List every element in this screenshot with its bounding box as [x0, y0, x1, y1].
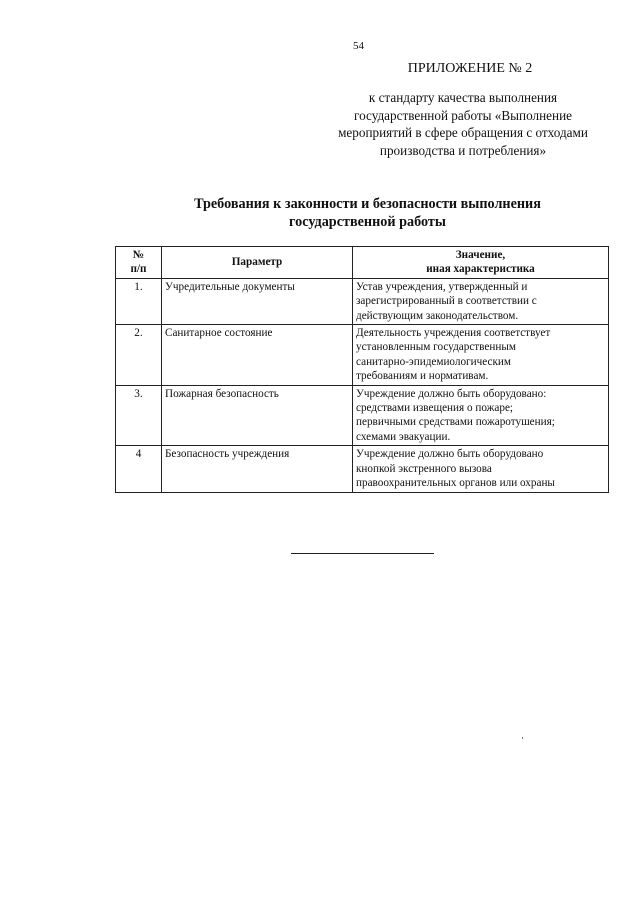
closing-rule: [291, 553, 434, 554]
row-value-line: Учреждение должно быть оборудовано:: [356, 387, 547, 400]
row-number: 2.: [116, 325, 162, 386]
row-value-line: схемами эвакуации.: [356, 430, 451, 443]
appendix-subtitle: [323, 89, 603, 159]
document-title: [160, 195, 575, 231]
row-value-line: средствами извещения о пожаре;: [356, 402, 514, 415]
header-number: [116, 247, 162, 279]
appendix-title: ПРИЛОЖЕНИЕ № 2: [407, 61, 533, 76]
header-number-line: №: [132, 249, 145, 261]
requirements-table: [115, 246, 609, 493]
header-parameter: Параметр: [162, 247, 353, 279]
table-row: [116, 385, 609, 446]
header-value-line: Значение,: [455, 249, 506, 261]
row-value-line: Деятельность учреждения соответствует: [356, 327, 551, 340]
row-parameter: Учредительные документы: [162, 278, 353, 324]
row-value: [353, 385, 609, 446]
table-row: [116, 446, 609, 492]
header-number-line: п/п: [130, 263, 147, 276]
table-header-row: [116, 247, 609, 279]
row-number: 4: [116, 446, 162, 492]
row-number: 3.: [116, 385, 162, 446]
row-parameter: Пожарная безопасность: [162, 385, 353, 446]
row-value: [353, 325, 609, 386]
appendix-subtitle-line: к стандарту качества выполнения: [368, 90, 558, 105]
row-value-line: требованиям и нормативам.: [356, 370, 489, 383]
row-parameter: Санитарное состояние: [162, 325, 353, 386]
row-value-line: установленным государственным: [356, 341, 516, 354]
row-value: [353, 278, 609, 324]
row-parameter: Безопасность учреждения: [162, 446, 353, 492]
row-value-line: Учреждение должно быть оборудовано: [356, 448, 544, 461]
table-row: [116, 325, 609, 386]
row-value-line: Устав учреждения, утвержденный и: [356, 280, 528, 293]
appendix-subtitle-line: государственной работы «Выполнение: [354, 107, 572, 123]
header-value-line: иная характеристика: [426, 263, 535, 276]
appendix-subtitle-line: мероприятий в сфере обращения с отходами: [338, 125, 588, 140]
row-value-line: действующим законодательством.: [356, 309, 519, 322]
row-value-line: кнопкой экстренного вызова: [356, 462, 492, 475]
row-number: 1.: [116, 278, 162, 324]
row-value-line: первичными средствами пожаротушения;: [356, 416, 555, 429]
row-value-line: правоохранительных органов или охраны: [356, 477, 555, 490]
row-value: [353, 446, 609, 492]
document-title-line: Требования к законности и безопасности выполнения: [194, 196, 541, 212]
row-value-line: санитарно-эпидемиологическим: [356, 355, 511, 368]
document-title-line: государственной работы: [289, 214, 446, 230]
scan-speck: [522, 737, 523, 739]
header-value: [353, 247, 609, 279]
row-value-line: зарегистрированный в соответствии с: [356, 295, 537, 308]
table-row: [116, 278, 609, 324]
appendix-subtitle-line: производства и потребления»: [379, 142, 547, 158]
page-number: 54: [353, 40, 364, 52]
